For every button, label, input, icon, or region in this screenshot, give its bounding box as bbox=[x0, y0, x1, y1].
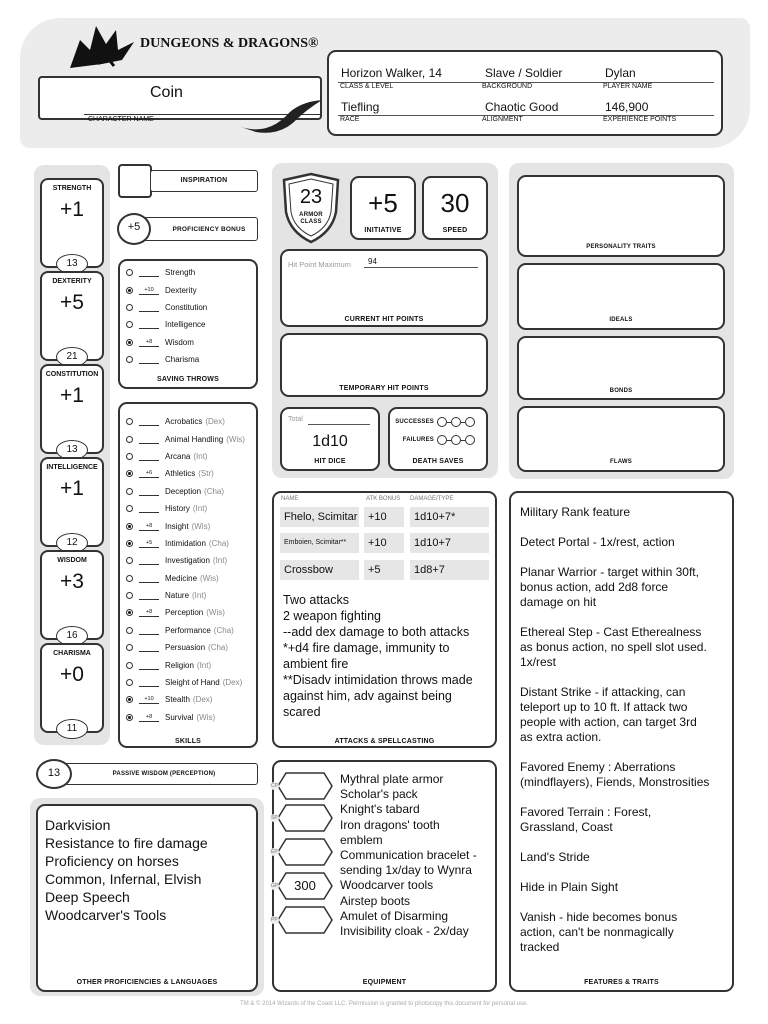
skill-row[interactable] bbox=[126, 535, 256, 552]
current-hp-label: CURRENT HIT POINTS bbox=[344, 316, 424, 323]
feature-item: Hide in Plain Sight bbox=[520, 880, 619, 894]
initiative-value[interactable]: +5 bbox=[368, 188, 398, 218]
attack-note-line: ambient fire bbox=[283, 657, 349, 671]
skill-attr: (Cha) bbox=[204, 486, 225, 496]
attack-bonus[interactable]: +10 bbox=[364, 533, 404, 553]
save-bonus[interactable] bbox=[139, 320, 159, 329]
skill-attr: (Cha) bbox=[208, 643, 229, 653]
skill-bonus[interactable]: +8 bbox=[139, 608, 159, 617]
skill-name: Survival bbox=[165, 712, 194, 722]
skill-attr: (Int) bbox=[212, 556, 228, 566]
skill-attr: (Cha) bbox=[208, 538, 229, 548]
feature-item: Detect Portal - 1x/rest, action bbox=[520, 535, 675, 549]
attack-name[interactable]: Fhelo, Scimitar bbox=[280, 507, 359, 527]
saving-throw-row[interactable] bbox=[126, 264, 254, 281]
equipment-line: Amulet of Disarming bbox=[340, 908, 449, 923]
skill-attr: (Wis) bbox=[200, 573, 219, 583]
proficiency-bonus-label: PROFICIENCY BONUS bbox=[172, 226, 246, 233]
skill-prof-dot[interactable] bbox=[126, 662, 133, 669]
xp-value[interactable]: 146,900 bbox=[605, 100, 649, 114]
skill-name: History bbox=[165, 504, 190, 514]
skill-prof-dot[interactable] bbox=[126, 609, 133, 616]
equipment-line: emblem bbox=[340, 832, 383, 847]
ability-modifier[interactable]: +1 bbox=[60, 384, 84, 407]
skill-row[interactable] bbox=[126, 483, 256, 500]
ability-score[interactable]: 16 bbox=[56, 626, 88, 646]
skills-list bbox=[126, 413, 256, 726]
alignment-value[interactable]: Chaotic Good bbox=[485, 100, 559, 114]
coin-sp[interactable] bbox=[271, 803, 334, 833]
ideals-label: IDEALS bbox=[609, 317, 633, 323]
equipment-label: EQUIPMENT bbox=[362, 979, 407, 986]
attack-note-line: *+d4 fire damage, immunity to bbox=[283, 641, 450, 655]
save-prof-dot[interactable] bbox=[126, 269, 133, 276]
save-name: Constitution bbox=[165, 302, 208, 312]
attacks-label: ATTACKS & SPELLCASTING bbox=[334, 738, 435, 745]
skill-row[interactable] bbox=[126, 465, 256, 482]
death-save-circle[interactable] bbox=[437, 435, 447, 445]
skill-row[interactable] bbox=[126, 691, 256, 708]
ability-wisdom bbox=[40, 550, 104, 640]
save-prof-dot[interactable] bbox=[126, 287, 133, 294]
saving-throw-row[interactable] bbox=[126, 334, 254, 351]
alignment-label: ALIGNMENT bbox=[482, 116, 523, 123]
armor-class-value[interactable]: 23 bbox=[299, 186, 323, 208]
skill-bonus[interactable] bbox=[139, 678, 159, 687]
feature-item: Vanish - hide becomes bonus action, can't be nonmagically tracked bbox=[520, 910, 678, 954]
dragon-logo-icon bbox=[62, 20, 142, 72]
race-value[interactable]: Tiefling bbox=[341, 100, 380, 114]
ability-modifier[interactable]: +1 bbox=[60, 477, 84, 500]
ability-name: INTELLIGENCE bbox=[46, 464, 98, 471]
death-save-successes[interactable] bbox=[392, 417, 475, 427]
successes-label: SUCCESSES bbox=[395, 419, 434, 425]
feature-item: Favored Enemy : Aberrations (mindflayers), Fiends, Monstrosities bbox=[520, 760, 710, 789]
skill-bonus[interactable]: +6 bbox=[139, 469, 159, 478]
attack-damage[interactable]: 1d10+7 bbox=[410, 533, 489, 553]
speed-value[interactable]: 30 bbox=[440, 188, 470, 218]
attack-note-line: scared bbox=[283, 705, 321, 719]
feature-item: Ethereal Step - Cast Etherealness as bonus action, no spell slot used. 1x/rest bbox=[520, 625, 707, 669]
skill-attr: (Int) bbox=[192, 504, 208, 514]
proficiency-line: Darkvision bbox=[45, 817, 111, 833]
ability-score[interactable]: 21 bbox=[56, 347, 88, 367]
coin-frame-icon bbox=[276, 803, 334, 833]
equipment-line: Communication bracelet - bbox=[340, 848, 477, 863]
initiative-label: INITIATIVE bbox=[364, 227, 402, 234]
death-save-failures[interactable] bbox=[392, 435, 475, 445]
save-name: Charisma bbox=[165, 355, 200, 365]
skill-row[interactable] bbox=[126, 430, 256, 447]
hp-max-rule bbox=[364, 267, 478, 268]
proficiency-line: Common, Infernal, Elvish bbox=[45, 871, 202, 887]
attack-name[interactable]: Crossbow bbox=[280, 560, 359, 580]
skill-name: Performance bbox=[165, 625, 211, 635]
background-value[interactable]: Slave / Soldier bbox=[485, 66, 563, 80]
ability-modifier[interactable]: +1 bbox=[60, 198, 84, 221]
skill-attr: (Int) bbox=[192, 591, 207, 601]
skill-prof-dot[interactable] bbox=[126, 679, 133, 686]
attack-note-line: 2 weapon fighting bbox=[283, 609, 381, 623]
skill-row[interactable] bbox=[126, 656, 256, 673]
equipment-line: sending 1x/day to Wynra bbox=[340, 863, 472, 878]
save-prof-dot[interactable] bbox=[126, 356, 133, 363]
coin-code: EP bbox=[271, 849, 278, 855]
coin-code: GP bbox=[271, 883, 279, 889]
skill-attr: (Cha) bbox=[213, 625, 234, 635]
save-name: Wisdom bbox=[165, 337, 194, 347]
skill-name: Insight bbox=[165, 521, 189, 531]
death-save-circle[interactable] bbox=[465, 417, 475, 427]
skill-attr: (Wis) bbox=[196, 712, 216, 722]
coin-cp[interactable] bbox=[271, 771, 334, 801]
ability-name: CHARISMA bbox=[53, 650, 91, 657]
skill-prof-dot[interactable] bbox=[126, 627, 133, 634]
feature-item: Distant Strike - if attacking, can teleport up to 10 ft. If attack two people with action, can target 3rd as extra action. bbox=[520, 685, 697, 744]
skill-prof-dot[interactable] bbox=[126, 470, 133, 477]
skill-bonus[interactable]: +8 bbox=[139, 522, 159, 531]
skill-bonus[interactable]: +8 bbox=[139, 713, 159, 722]
character-name-label: CHARACTER NAME bbox=[88, 116, 154, 123]
attacks-notes[interactable] bbox=[283, 592, 493, 720]
skill-bonus[interactable] bbox=[139, 643, 159, 652]
skill-prof-dot[interactable] bbox=[126, 714, 133, 721]
skill-bonus[interactable] bbox=[139, 435, 159, 444]
hit-dice-total-label: Total bbox=[288, 416, 303, 423]
saving-throw-row[interactable] bbox=[126, 281, 254, 298]
equipment-line: Iron dragons' tooth bbox=[340, 817, 440, 832]
ability-name: DEXTERITY bbox=[52, 278, 92, 285]
skill-name: Intimidation bbox=[165, 538, 206, 548]
class-level-value[interactable]: Horizon Walker, 14 bbox=[341, 66, 442, 80]
skill-prof-dot[interactable] bbox=[126, 488, 133, 495]
skill-bonus[interactable] bbox=[139, 487, 159, 496]
skill-prof-dot[interactable] bbox=[126, 644, 133, 651]
ability-dexterity bbox=[40, 271, 104, 361]
passive-wisdom-value[interactable]: 13 bbox=[47, 767, 61, 779]
feature-item: Planar Warrior - target within 30ft, bonus action, add 2d8 force damage on hit bbox=[520, 565, 699, 609]
attack-note-line: **Disadv intimidation throws made bbox=[283, 673, 473, 687]
feature-item: Military Rank feature bbox=[520, 505, 631, 519]
proficiencies-text[interactable] bbox=[45, 816, 255, 924]
attacks-col-name: NAME bbox=[281, 496, 299, 502]
saving-throws-list bbox=[126, 264, 254, 368]
feature-item: Favored Terrain : Forest, Grassland, Coast bbox=[520, 805, 652, 834]
skill-bonus[interactable] bbox=[139, 417, 159, 426]
skills-label: SKILLS bbox=[174, 738, 202, 745]
skill-name: Athletics bbox=[165, 469, 196, 479]
skill-bonus[interactable] bbox=[139, 504, 159, 513]
attack-note-line: Two attacks bbox=[283, 593, 349, 607]
save-bonus[interactable]: +10 bbox=[139, 286, 159, 295]
saving-throws-label: SAVING THROWS bbox=[157, 376, 219, 383]
character-name[interactable]: Coin bbox=[150, 84, 183, 101]
skill-bonus[interactable] bbox=[139, 556, 159, 565]
skill-row[interactable] bbox=[126, 552, 256, 569]
save-bonus[interactable]: +8 bbox=[139, 338, 159, 347]
death-save-circle[interactable] bbox=[437, 417, 447, 427]
armor-class-label: ARMOR CLASS bbox=[299, 212, 323, 225]
player-name-label: PLAYER NAME bbox=[603, 83, 653, 90]
save-name: Intelligence bbox=[165, 320, 206, 330]
death-saves-label: DEATH SAVES bbox=[412, 458, 464, 465]
skill-row[interactable] bbox=[126, 674, 256, 691]
failures-label: FAILURES bbox=[402, 437, 434, 443]
skill-row[interactable] bbox=[126, 448, 256, 465]
flaws-label: FLAWS bbox=[610, 459, 632, 465]
skill-row[interactable] bbox=[126, 517, 256, 534]
temp-hp-label: TEMPORARY HIT POINTS bbox=[339, 385, 429, 392]
skill-prof-dot[interactable] bbox=[126, 505, 133, 512]
save-bonus[interactable] bbox=[139, 303, 159, 312]
attack-note-line: against him, adv against being bbox=[283, 689, 452, 703]
skill-name: Persuasion bbox=[165, 643, 206, 653]
skill-attr: (Int) bbox=[196, 660, 212, 670]
passive-wisdom-label: PASSIVE WISDOM (PERCEPTION) bbox=[112, 771, 216, 777]
skill-row[interactable] bbox=[126, 500, 256, 517]
hit-dice-value[interactable]: 1d10 bbox=[312, 433, 348, 450]
skill-row[interactable] bbox=[126, 570, 256, 587]
xp-label: EXPERIENCE POINTS bbox=[603, 116, 677, 123]
death-save-circle[interactable] bbox=[465, 435, 475, 445]
saving-throw-row[interactable] bbox=[126, 299, 254, 316]
attack-bonus[interactable]: +5 bbox=[364, 560, 404, 580]
skill-bonus[interactable] bbox=[139, 661, 159, 670]
saving-throw-row[interactable] bbox=[126, 316, 254, 333]
skill-attr: (Str) bbox=[198, 469, 214, 479]
skill-bonus[interactable] bbox=[139, 591, 159, 600]
skill-attr: (Wis) bbox=[226, 434, 245, 444]
hit-dice-label: HIT DICE bbox=[314, 458, 346, 465]
coin-pp[interactable] bbox=[271, 905, 334, 935]
ability-modifier[interactable]: +3 bbox=[60, 570, 84, 593]
skill-bonus[interactable]: +10 bbox=[139, 695, 159, 704]
equipment-line: Invisibility cloak - 2x/day bbox=[340, 924, 469, 939]
skill-prof-dot[interactable] bbox=[126, 592, 133, 599]
coin-code: CP bbox=[271, 783, 278, 789]
skill-name: Animal Handling bbox=[165, 434, 224, 444]
proficiency-bonus-value[interactable]: +5 bbox=[127, 221, 141, 233]
ability-score[interactable]: 11 bbox=[56, 719, 88, 739]
class-level-label: CLASS & LEVEL bbox=[340, 83, 394, 90]
ability-modifier[interactable]: +0 bbox=[60, 663, 84, 686]
proficiency-line: Resistance to fire damage bbox=[45, 835, 208, 851]
skill-name: Perception bbox=[165, 608, 204, 618]
inspiration-label: INSPIRATION bbox=[180, 177, 228, 184]
save-name: Dexterity bbox=[165, 285, 197, 295]
equipment-line: Mythral plate armor bbox=[340, 772, 444, 786]
skill-attr: (Dex) bbox=[222, 678, 243, 688]
skill-row[interactable] bbox=[126, 709, 256, 726]
speed-label: SPEED bbox=[442, 227, 468, 234]
skill-prof-dot[interactable] bbox=[126, 523, 133, 530]
ability-intelligence bbox=[40, 457, 104, 547]
equipment-line: Woodcarver tools bbox=[340, 878, 434, 893]
skill-row[interactable] bbox=[126, 604, 256, 621]
skill-name: Sleight of Hand bbox=[165, 678, 220, 688]
hit-dice-total-rule bbox=[308, 424, 370, 425]
coin-frame-icon bbox=[276, 771, 334, 801]
death-save-circle[interactable] bbox=[451, 435, 461, 445]
attacks-col-bonus: ATK BONUS bbox=[366, 496, 401, 502]
equipment-list[interactable] bbox=[340, 772, 492, 939]
character-info-box bbox=[327, 50, 723, 136]
skill-name: Acrobatics bbox=[165, 417, 203, 427]
skill-attr: (Dex) bbox=[192, 695, 213, 705]
equipment-line: Airstep boots bbox=[340, 893, 411, 908]
skill-name: Nature bbox=[165, 591, 190, 601]
ability-strength bbox=[40, 178, 104, 268]
features-list[interactable] bbox=[520, 505, 732, 970]
ability-charisma bbox=[40, 643, 104, 733]
bonds-label: BONDS bbox=[609, 388, 633, 394]
coin-gp[interactable] bbox=[271, 871, 334, 901]
save-name: Strength bbox=[165, 268, 196, 278]
coin-ep[interactable] bbox=[271, 837, 334, 867]
save-prof-dot[interactable] bbox=[126, 321, 133, 328]
save-bonus[interactable] bbox=[139, 355, 159, 364]
skill-bonus[interactable]: +5 bbox=[139, 539, 159, 548]
player-name-value[interactable]: Dylan bbox=[605, 66, 636, 80]
skill-name: Medicine bbox=[165, 573, 198, 583]
race-label: RACE bbox=[340, 116, 360, 123]
save-prof-dot[interactable] bbox=[126, 304, 133, 311]
ability-score[interactable]: 13 bbox=[56, 254, 88, 274]
coin-value[interactable]: 300 bbox=[294, 878, 316, 893]
equipment-line: Scholar's pack bbox=[340, 787, 418, 802]
attack-bonus[interactable]: +10 bbox=[364, 507, 404, 527]
skill-attr: (Wis) bbox=[206, 608, 225, 618]
skill-bonus[interactable] bbox=[139, 574, 159, 583]
equipment-line: Knight's tabard bbox=[340, 802, 420, 817]
skill-prof-dot[interactable] bbox=[126, 540, 133, 547]
proficiency-line: Deep Speech bbox=[45, 889, 130, 905]
hp-max-label: Hit Point Maximum bbox=[288, 260, 351, 269]
coin-code: SP bbox=[271, 815, 278, 821]
skill-prof-dot[interactable] bbox=[126, 696, 133, 703]
skill-prof-dot[interactable] bbox=[126, 436, 133, 443]
attack-note-line: --add dex damage to both attacks bbox=[283, 625, 470, 639]
skill-attr: (Int) bbox=[193, 451, 208, 461]
features-label: FEATURES & TRAITS bbox=[584, 979, 659, 986]
ability-name: WISDOM bbox=[57, 557, 87, 564]
ability-modifier[interactable]: +5 bbox=[60, 291, 84, 314]
skill-name: Investigation bbox=[165, 556, 210, 566]
saving-throw-row[interactable] bbox=[126, 351, 254, 368]
banner-flourish-icon bbox=[236, 96, 326, 136]
background-label: BACKGROUND bbox=[482, 83, 533, 90]
attack-damage[interactable]: 1d10+7* bbox=[410, 507, 489, 527]
skill-prof-dot[interactable] bbox=[126, 575, 133, 582]
skill-prof-dot[interactable] bbox=[126, 453, 133, 460]
attacks-col-damage: DAMAGE/TYPE bbox=[410, 496, 454, 502]
attack-name[interactable]: Emboien, Scimitar** bbox=[280, 533, 359, 553]
skill-prof-dot[interactable] bbox=[126, 418, 133, 425]
skill-row[interactable] bbox=[126, 622, 256, 639]
feature-item: Land's Stride bbox=[520, 850, 590, 864]
skill-attr: (Dex) bbox=[205, 417, 225, 427]
skill-name: Deception bbox=[165, 486, 202, 496]
skill-name: Arcana bbox=[165, 451, 191, 461]
logo-text: DUNGEONS & DRAGONS® bbox=[140, 36, 319, 51]
ability-name: CONSTITUTION bbox=[45, 371, 99, 378]
skill-row[interactable] bbox=[126, 413, 256, 430]
coin-code: PP bbox=[271, 917, 278, 923]
inspiration-box[interactable] bbox=[118, 164, 152, 198]
ability-score[interactable]: 13 bbox=[56, 440, 88, 460]
footer-copyright: TM & © 2014 Wizards of the Coast LLC. Permission is granted to photocopy this document for personal use. bbox=[240, 1001, 528, 1007]
hp-max-value[interactable]: 94 bbox=[368, 257, 377, 266]
skill-bonus[interactable] bbox=[139, 626, 159, 635]
proficiency-line: Woodcarver's Tools bbox=[45, 907, 167, 923]
death-save-circle[interactable] bbox=[451, 417, 461, 427]
personality-traits-label: PERSONALITY TRAITS bbox=[586, 244, 656, 250]
skill-row[interactable] bbox=[126, 587, 256, 604]
proficiency-line: Proficiency on horses bbox=[45, 853, 179, 869]
skill-name: Stealth bbox=[165, 695, 190, 705]
skill-prof-dot[interactable] bbox=[126, 557, 133, 564]
proficiencies-label: OTHER PROFICIENCIES & LANGUAGES bbox=[76, 979, 218, 986]
attack-damage[interactable]: 1d8+7 bbox=[410, 560, 489, 580]
ability-name: STRENGTH bbox=[52, 185, 92, 192]
coin-frame-icon bbox=[276, 905, 334, 935]
skill-name: Religion bbox=[165, 660, 194, 670]
skill-attr: (Wis) bbox=[191, 521, 211, 531]
ability-constitution bbox=[40, 364, 104, 454]
skill-bonus[interactable] bbox=[139, 452, 159, 461]
skill-row[interactable] bbox=[126, 639, 256, 656]
coin-frame-icon bbox=[276, 837, 334, 867]
save-bonus[interactable] bbox=[139, 268, 159, 277]
ability-score[interactable]: 12 bbox=[56, 533, 88, 553]
save-prof-dot[interactable] bbox=[126, 339, 133, 346]
